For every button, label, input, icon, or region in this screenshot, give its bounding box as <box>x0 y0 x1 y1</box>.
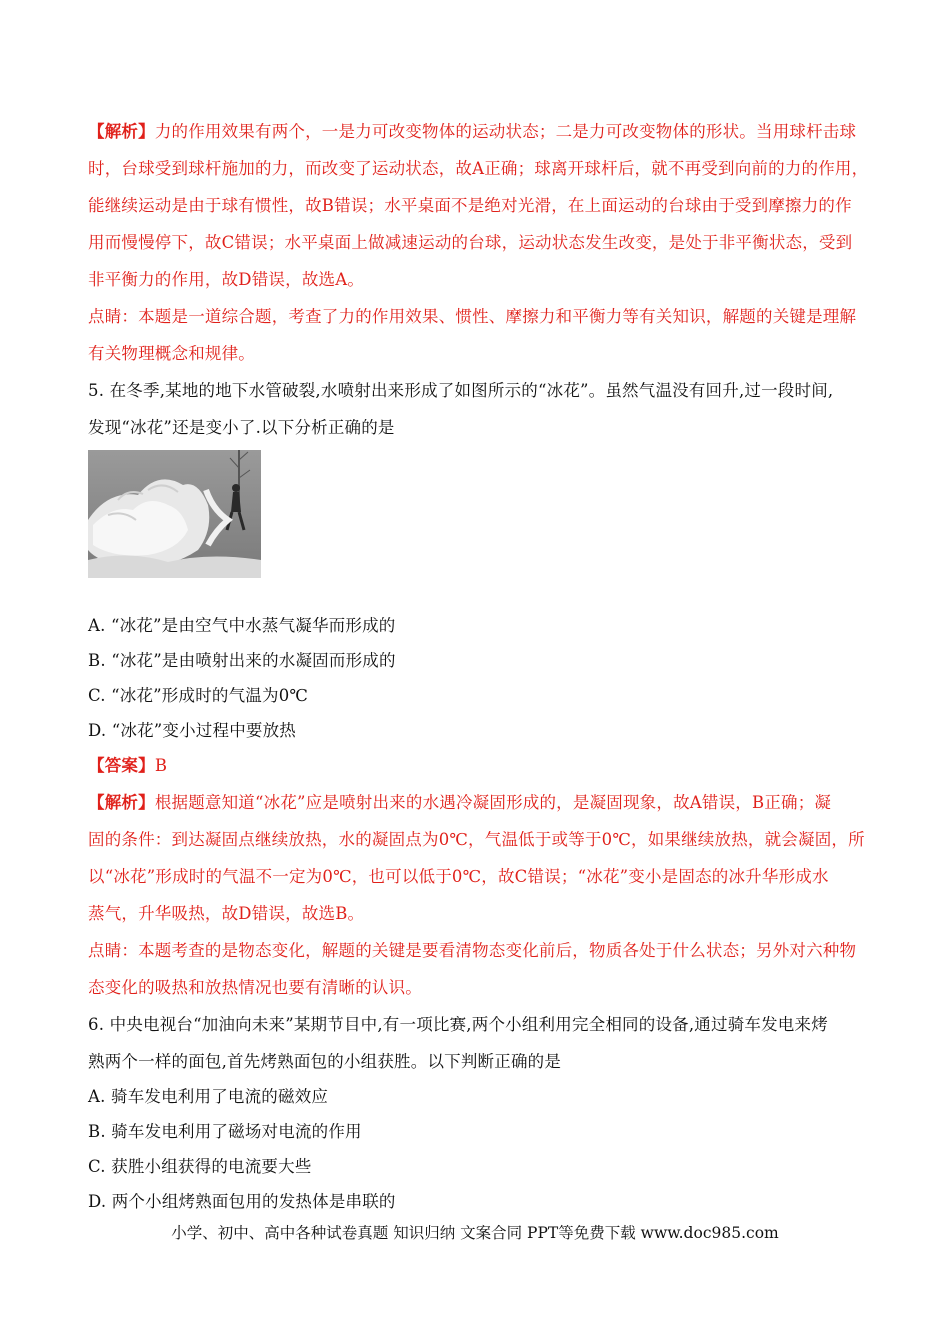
analysis4-line-1: 【解析】力的作用效果有两个，一是力可改变物体的运动状态；二是力可改变物体的形状。当用球杆击球 <box>88 122 857 141</box>
ice-flower-photo <box>88 450 261 578</box>
q6-stem-line-1: 6. 中央电视台“加油向未来”某期节目中,有一项比赛,两个小组利用完全相同的设备,通过骑车发电来烤 <box>88 1015 828 1034</box>
q6-option-d: D. 两个小组烤熟面包用的发热体是串联的 <box>88 1192 396 1211</box>
analysis4-line-3: 能继续运动是由于球有惯性，故B错误；水平桌面不是绝对光滑，在上面运动的台球由于受到摩擦力的作 <box>88 196 852 215</box>
comment4-line-2: 有关物理概念和规律。 <box>88 344 255 363</box>
q5-analysis-line-1: 【解析】根据题意知道“冰花”应是喷射出来的水遇冷凝固形成的，是凝固现象，故A错误，B正确；凝 <box>88 793 832 812</box>
q5-analysis-line-3: 以“冰花”形成时的气温不一定为0℃，也可以低于0℃，故C错误；“冰花”变小是固态的冰升华形成水 <box>88 867 829 886</box>
q5-comment-line-1: 点睛：本题考查的是物态变化，解题的关键是要看清物态变化前后，物质各处于什么状态；另外对六种物 <box>88 941 857 960</box>
analysis-tag: 【解析】 <box>88 122 155 141</box>
q6-stem-line-2: 熟两个一样的面包,首先烤熟面包的小组获胜。以下判断正确的是 <box>88 1052 562 1071</box>
answer-value: B <box>154 756 168 775</box>
answer-tag: 【答案】 <box>88 756 155 775</box>
analysis-tag: 【解析】 <box>88 793 155 812</box>
q6-option-b: B. 骑车发电利用了磁场对电流的作用 <box>88 1122 362 1141</box>
q5-option-a: A. “冰花”是由空气中水蒸气凝华而形成的 <box>88 616 396 635</box>
q6-option-c: C. 获胜小组获得的电流要大些 <box>88 1157 312 1176</box>
q5-comment-line-2: 态变化的吸热和放热情况也要有清晰的认识。 <box>88 978 422 997</box>
analysis4-line-5: 非平衡力的作用，故D错误，故选A。 <box>88 270 365 289</box>
q5-option-d: D. “冰花”变小过程中要放热 <box>88 721 297 740</box>
comment4-line-1: 点睛：本题是一道综合题，考查了力的作用效果、惯性、摩擦力和平衡力等有关知识，解题的关键是理解 <box>88 307 857 326</box>
page-footer: 小学、初中、高中各种试卷真题 知识归纳 文案合同 PPT等免费下载 www.doc985.com <box>171 1224 779 1242</box>
q5-analysis-line-2: 固的条件：到达凝固点继续放热，水的凝固点为0℃，气温低于或等于0℃，如果继续放热，就会凝固，所 <box>88 830 865 849</box>
q5-stem-line-1: 5. 在冬季,某地的地下水管破裂,水喷射出来形成了如图所示的“冰花”。虽然气温没有回升,过一段时间, <box>88 381 834 400</box>
q5-stem-line-2: 发现“冰花”还是变小了.以下分析正确的是 <box>88 418 395 437</box>
q5-option-b: B. “冰花”是由喷射出来的水凝固而形成的 <box>88 651 396 670</box>
analysis4-line-4: 用而慢慢停下，故C错误；水平桌面上做减速运动的台球，运动状态发生改变，是处于非平衡状态，受到 <box>88 233 853 252</box>
q5-answer <box>88 752 167 776</box>
q6-option-a: A. 骑车发电利用了电流的磁效应 <box>88 1087 329 1106</box>
q5-analysis-line-4: 蒸气，升华吸热，故D错误，故选B。 <box>88 904 365 923</box>
q5-option-c: C. “冰花”形成时的气温为0℃ <box>88 686 309 705</box>
analysis4-line-2: 时，台球受到球杆施加的力，而改变了运动状态，故A正确；球离开球杆后，就不再受到向前的力的作用， <box>88 159 869 178</box>
